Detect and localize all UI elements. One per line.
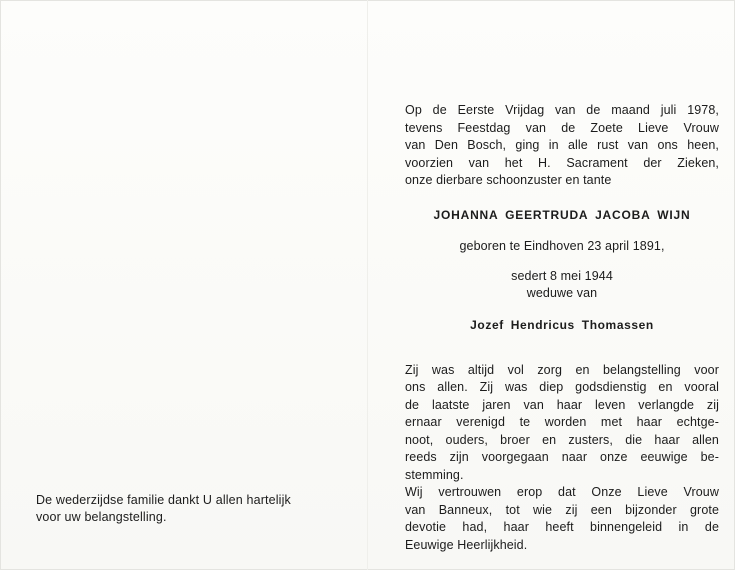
intro-line: voorzien van het H. Sacrament der Zieken, <box>405 155 719 170</box>
tribute-line: Zij was altijd vol zorg en belangstelling voor <box>405 362 719 377</box>
thanks-note <box>36 492 336 526</box>
faith-line: van Banneux, tot wie zij een bijzonder grote <box>405 502 719 517</box>
announcement-column <box>405 102 719 554</box>
tribute-line: de laatste jaren van haar leven verlangde zij <box>405 397 719 412</box>
faith-paragraph <box>405 484 719 554</box>
thanks-line: De wederzijdse familie dankt U allen hartelijk <box>36 493 291 507</box>
tribute-line: stemming. <box>405 467 464 482</box>
tribute-line: ernaar verenigd te worden met haar echtge- <box>405 415 719 429</box>
spouse-name: Jozef Hendricus Thomassen <box>470 317 654 332</box>
widowed-date: sedert 8 mei 1944 <box>511 268 613 283</box>
faith-line: devotie had, haar heeft binnengeleid in de <box>405 520 719 534</box>
card-fold-line <box>367 0 368 570</box>
tribute-line: ons allen. Zij was diep godsdienstig en vooral <box>405 380 719 394</box>
tribute-line: reeds zijn voorgegaan naar onze eeuwige be- <box>405 450 719 464</box>
widowed-label: weduwe van <box>526 285 598 300</box>
thanks-line: voor uw belangstelling. <box>36 510 167 524</box>
faith-line: Eeuwige Heerlijkheid. <box>405 537 528 552</box>
widowed-block <box>405 268 719 302</box>
tribute-line: noot, ouders, broer en zusters, die haar allen <box>405 432 719 447</box>
faith-line: Wij vertrouwen erop dat Onze Lieve Vrouw <box>405 485 719 499</box>
intro-line: onze dierbare schoonzuster en tante <box>405 173 612 187</box>
intro-line: tevens Feestdag van de Zoete Lieve Vrouw <box>405 120 719 135</box>
tribute-paragraph <box>405 362 719 485</box>
birth-line: geboren te Eindhoven 23 april 1891, <box>459 238 665 253</box>
intro-line: van Den Bosch, ging in alle rust van ons heen, <box>405 138 719 152</box>
intro-line: Op de Eerste Vrijdag van de maand juli 1978, <box>405 103 719 117</box>
intro-text <box>405 102 719 190</box>
deceased-name: JOHANNA GEERTRUDA JACOBA WIJN <box>433 207 691 222</box>
